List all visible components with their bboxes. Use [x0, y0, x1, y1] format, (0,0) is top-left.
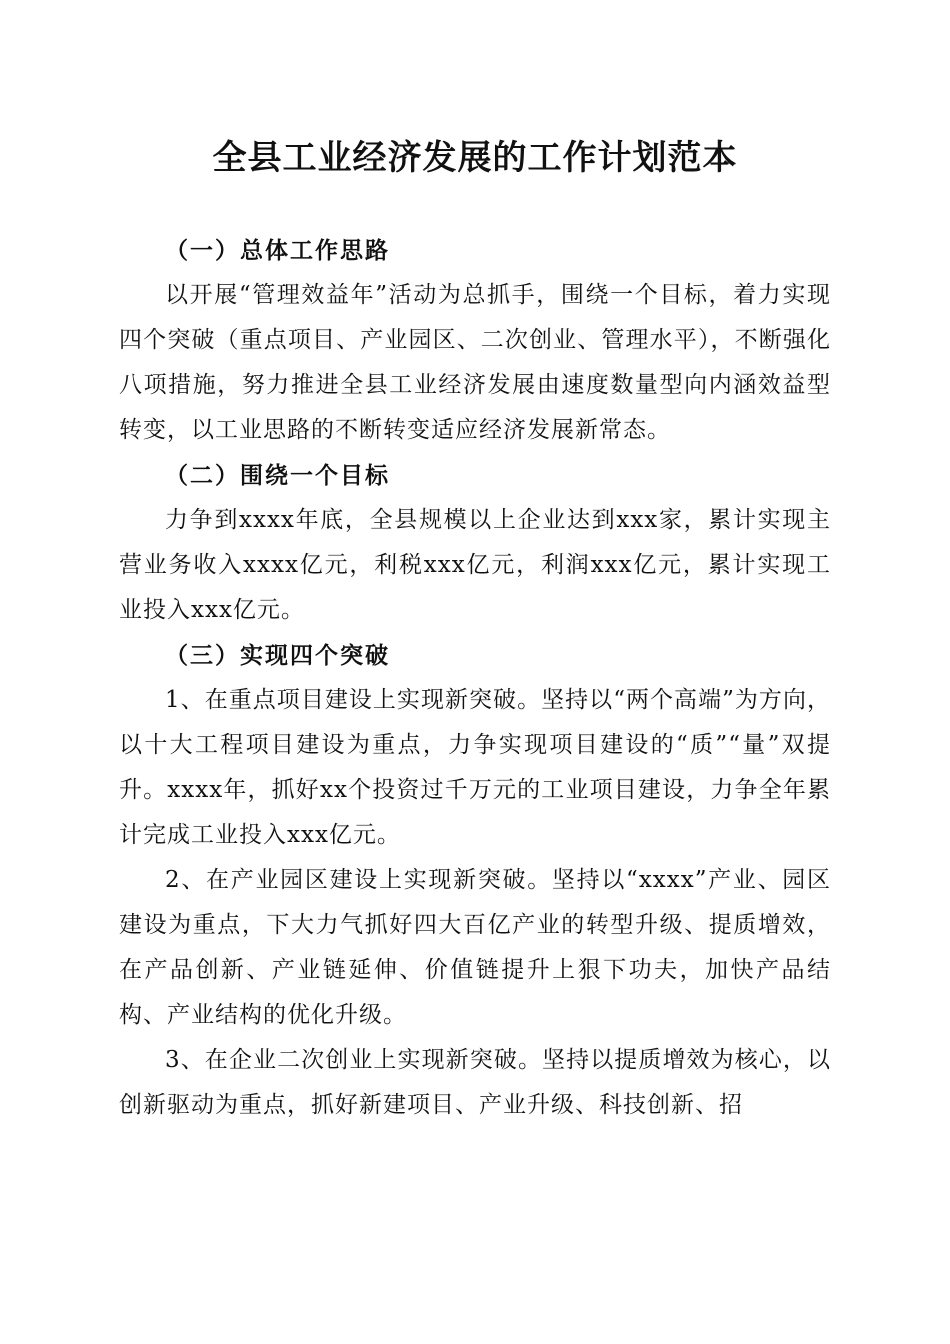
section-3-paragraph-2: 2、在产业园区建设上实现新突破。坚持以“xxxx”产业、园区建设为重点，下大力气抓好四大百亿产业的转型升级、提质增效，在产品创新、产业链延伸、价值链提升上狠下功夫，加快产品结构、产业结构的优化升级。: [119, 867, 831, 1028]
section-2-paragraph-1: 力争到xxxx年底，全县规模以上企业达到xxx家，累计实现主营业务收入xxxx亿元，利税xxx亿元，利润xxx亿元，累计实现工业投入xxx亿元。: [119, 507, 831, 623]
document-title: 全县工业经济发展的工作计划范本: [212, 138, 738, 178]
section-heading-1: （一）总体工作思路: [165, 237, 390, 264]
section-heading-3: （三）实现四个突破: [165, 642, 390, 669]
section-1-paragraph-1: 以开展“管理效益年”活动为总抓手，围绕一个目标，着力实现四个突破（重点项目、产业园区、二次创业、管理水平），不断强化八项措施，努力推进全县工业经济发展由速度数量型向内涵效益型转变，以工业思路的不断转变适应经济发展新常态。: [119, 282, 831, 443]
section-3-paragraph-1: 1、在重点项目建设上实现新突破。坚持以“两个高端”为方向，以十大工程项目建设为重点，力争实现项目建设的“质”“量”双提升。xxxx年，抓好xx个投资过千万元的工业项目建设，力争全年累计完成工业投入xxx亿元。: [119, 687, 831, 848]
section-heading-2: （二）围绕一个目标: [165, 462, 390, 489]
document-body: [119, 228, 831, 1128]
section-3-paragraph-3: 3、在企业二次创业上实现新突破。坚持以提质增效为核心，以创新驱动为重点，抓好新建项目、产业升级、科技创新、招: [119, 1047, 831, 1118]
